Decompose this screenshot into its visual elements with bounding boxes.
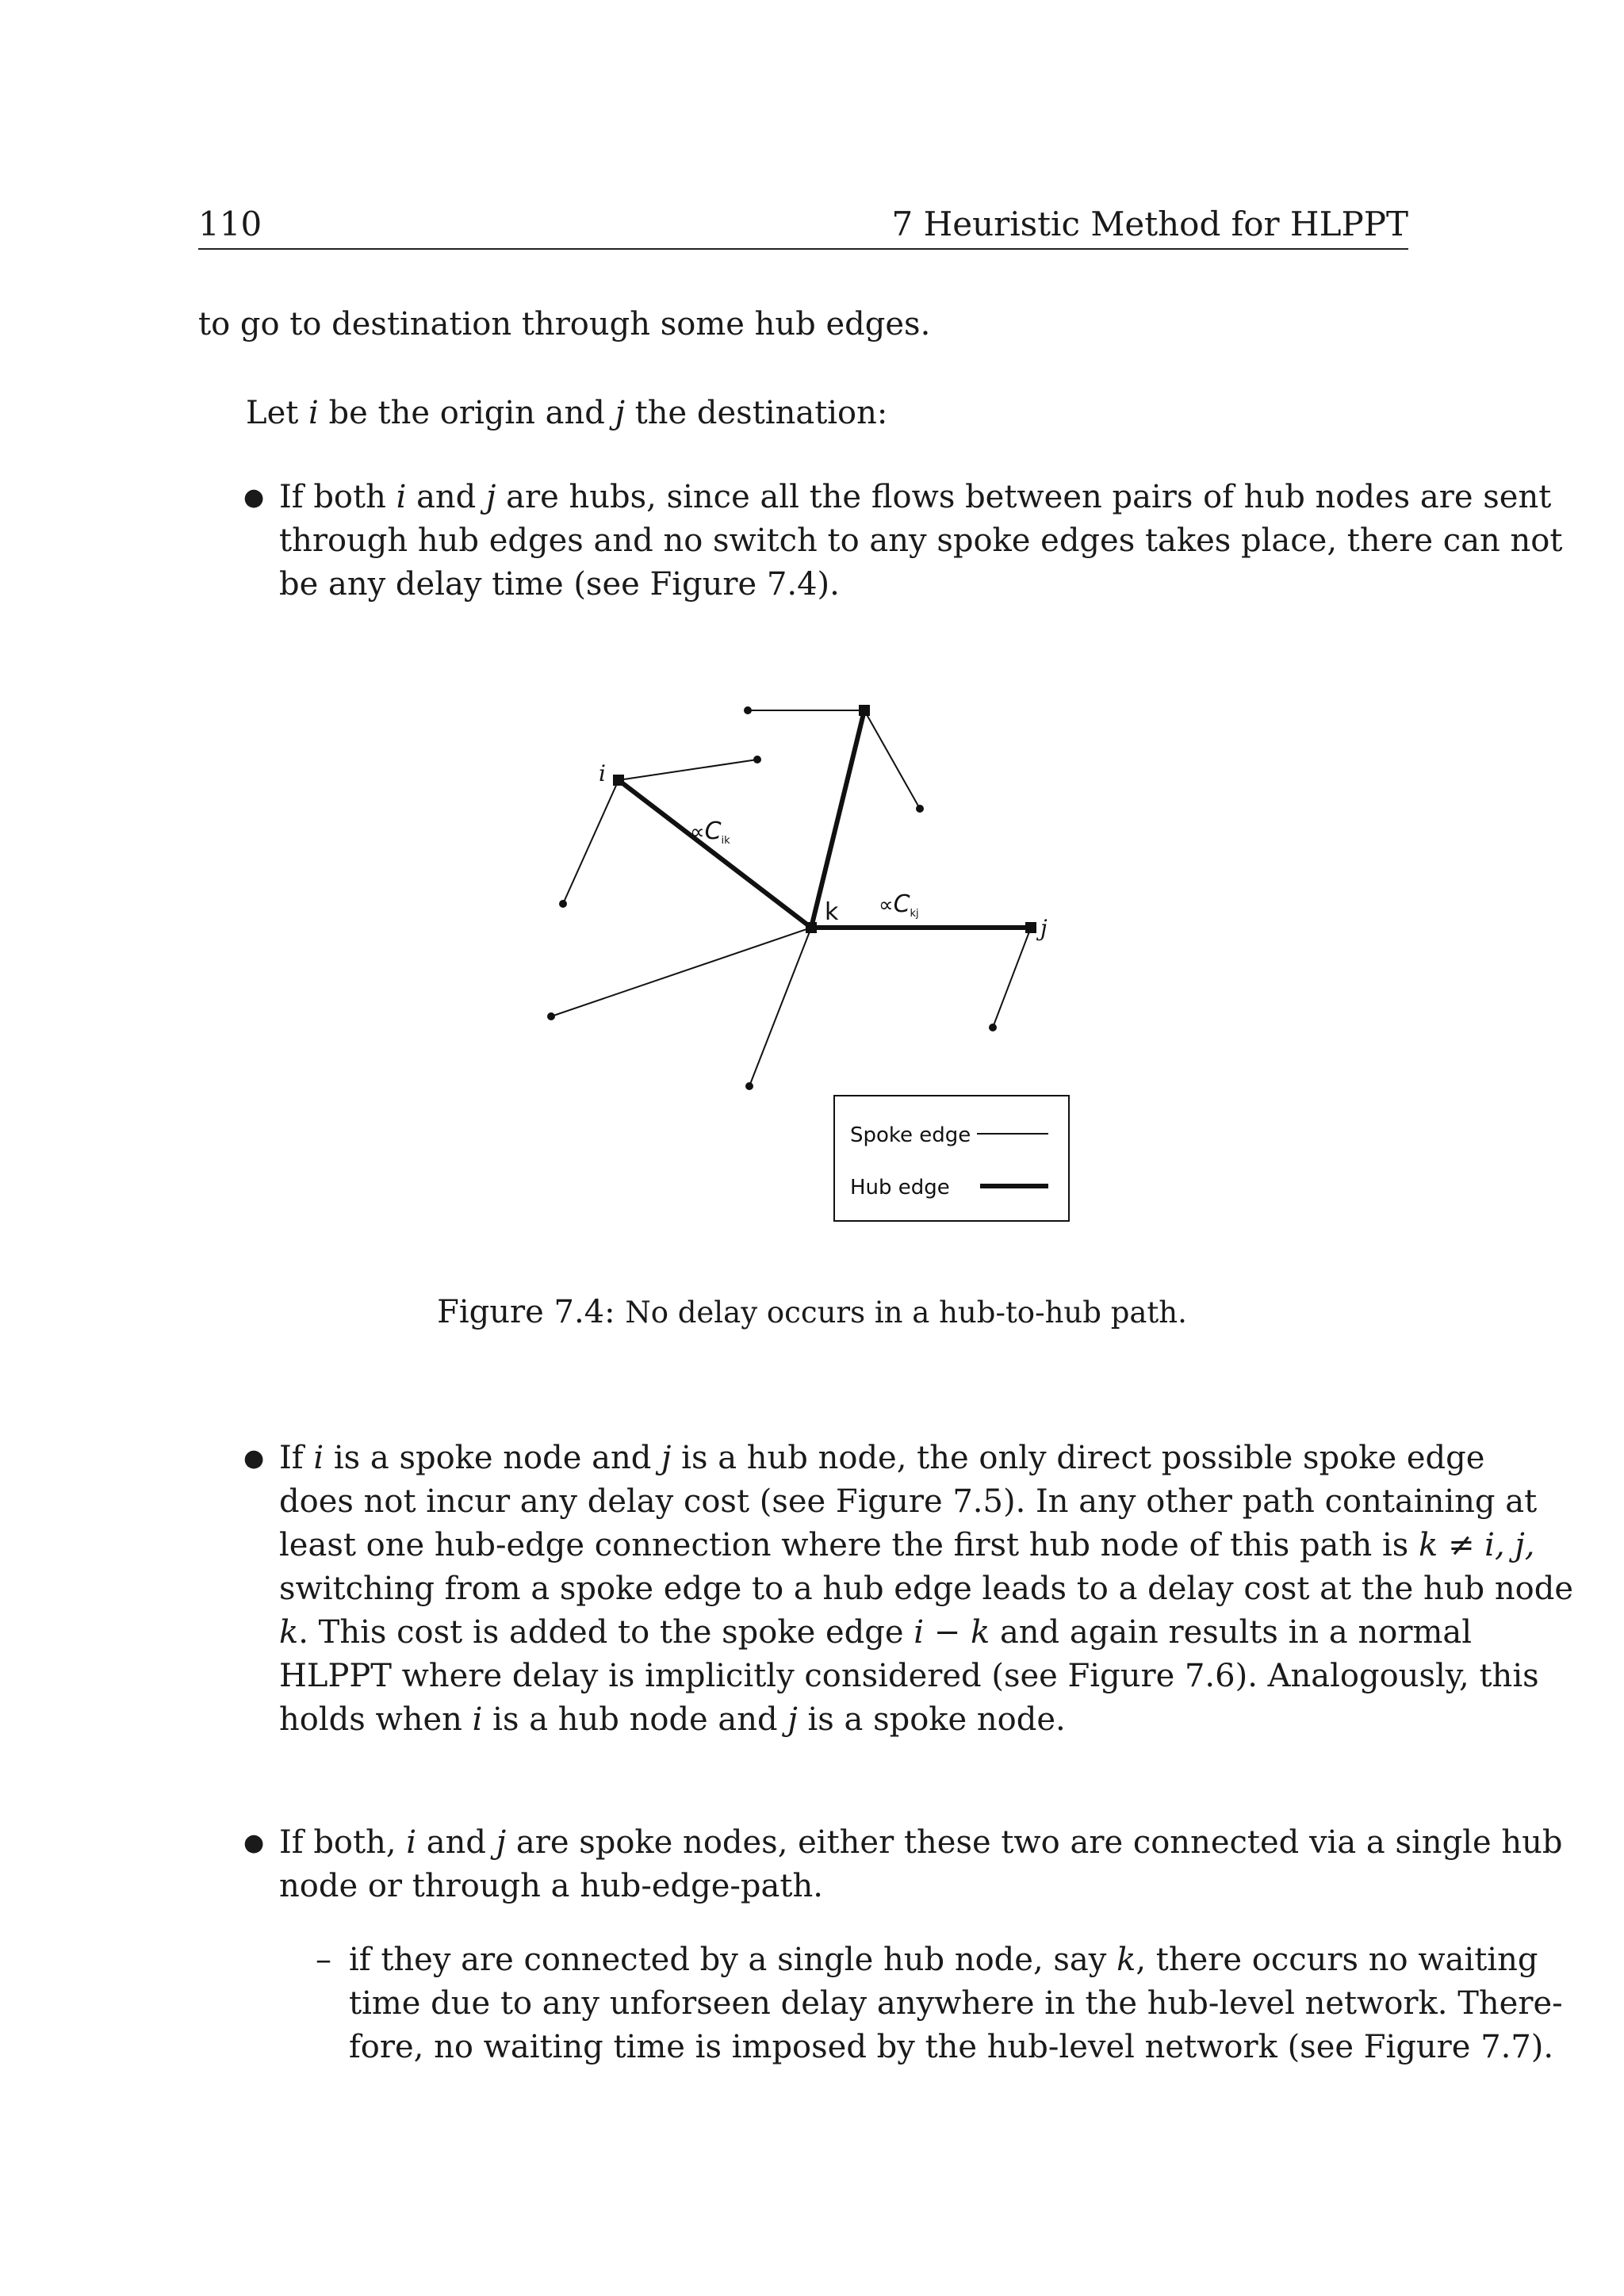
spoke-node <box>745 1082 753 1090</box>
hub-node-i <box>613 775 624 786</box>
bullet3-line1: If both, i and j are spoke nodes, either these two are connected via a single hub <box>279 1824 1563 1861</box>
figure-7-4 <box>515 682 1086 1237</box>
legend-hub-label: Hub edge <box>850 1176 950 1200</box>
subbullet-line3: fore, no waiting time is imposed by the hub-level network (see Figure 7.7). <box>349 2029 1554 2065</box>
bullet-marker: ● <box>243 1829 265 1857</box>
let-origin-destination: Let i be the origin and j the destination: <box>246 395 888 431</box>
subbullet-line2: time due to any unforseen delay anywhere in the hub-level network. There- <box>349 1985 1563 2022</box>
spoke-edge <box>619 760 757 780</box>
subbullet-line1: if they are connected by a single hub node, say k, there occurs no waiting <box>349 1942 1538 1978</box>
spoke-node <box>559 900 567 908</box>
chapter-title: 7 Heuristic Method for HLPPT <box>891 205 1408 243</box>
spoke-edge <box>864 710 920 809</box>
legend-box <box>834 1096 1069 1221</box>
spoke-edge <box>993 928 1031 1027</box>
bullet2-line6: HLPPT where delay is implicitly considered (see Figure 7.6). Analogously, this <box>279 1658 1539 1694</box>
cost-label-ik: $\propto C_{ik}$ <box>690 817 730 847</box>
hub-node-j <box>1025 922 1036 933</box>
bullet2-line2: does not incur any delay cost (see Figure 7.5). In any other path containing at <box>279 1483 1538 1520</box>
legend-spoke-label: Spoke edge <box>850 1123 971 1147</box>
bullet-marker: ● <box>243 1445 265 1472</box>
spoke-node <box>989 1024 997 1031</box>
bullet1-line1: If both i and j are hubs, since all the flows between pairs of hub nodes are sent <box>279 479 1552 515</box>
spoke-node <box>753 756 761 763</box>
spoke-edge <box>551 928 811 1016</box>
legend <box>834 1096 1069 1221</box>
spoke-node <box>744 706 752 714</box>
bullet2-line5: k. This cost is added to the spoke edge i − k and again results in a normal <box>279 1614 1473 1651</box>
bullet2-line3: least one hub-edge connection where the first hub node of this path is k ≠ i, j, <box>279 1527 1535 1563</box>
node-label-j: j <box>1040 915 1048 941</box>
bullet1-line3: be any delay time (see Figure 7.4). <box>279 566 840 603</box>
hub-node-k <box>806 922 817 933</box>
node-label-i: i <box>599 760 606 786</box>
page-number: 110 <box>198 205 262 243</box>
spoke-edge <box>563 780 619 904</box>
bullet1-line2: through hub edges and no switch to any spoke edges takes place, there can not <box>279 522 1563 559</box>
spoke-node <box>547 1012 555 1020</box>
sub-bullet-dash: – <box>316 1942 331 1978</box>
bullet2-line7: holds when i is a hub node and j is a spoke node. <box>279 1701 1066 1738</box>
spoke-edge <box>749 928 811 1086</box>
figure-caption: Figure 7.4: No delay occurs in a hub-to-hub path. <box>437 1294 1187 1330</box>
hub-edge-ik <box>619 780 811 928</box>
bullet3-line2: node or through a hub-edge-path. <box>279 1868 823 1904</box>
bullet2-line1: If i is a spoke node and j is a hub node, the only direct possible spoke edge <box>279 1440 1485 1476</box>
bullet2-line4: switching from a spoke edge to a hub edge leads to a delay cost at the hub node <box>279 1571 1573 1607</box>
hub-node-top <box>859 705 870 716</box>
bullet-marker: ● <box>243 484 265 511</box>
spoke-node <box>916 805 924 813</box>
continuation-line: to go to destination through some hub edges. <box>198 306 931 342</box>
node-label-k: k <box>825 898 839 926</box>
header-rule <box>198 248 1408 250</box>
hub-edge-k-top <box>811 710 864 928</box>
cost-label-kj: $\propto C_{kj}$ <box>879 890 919 920</box>
